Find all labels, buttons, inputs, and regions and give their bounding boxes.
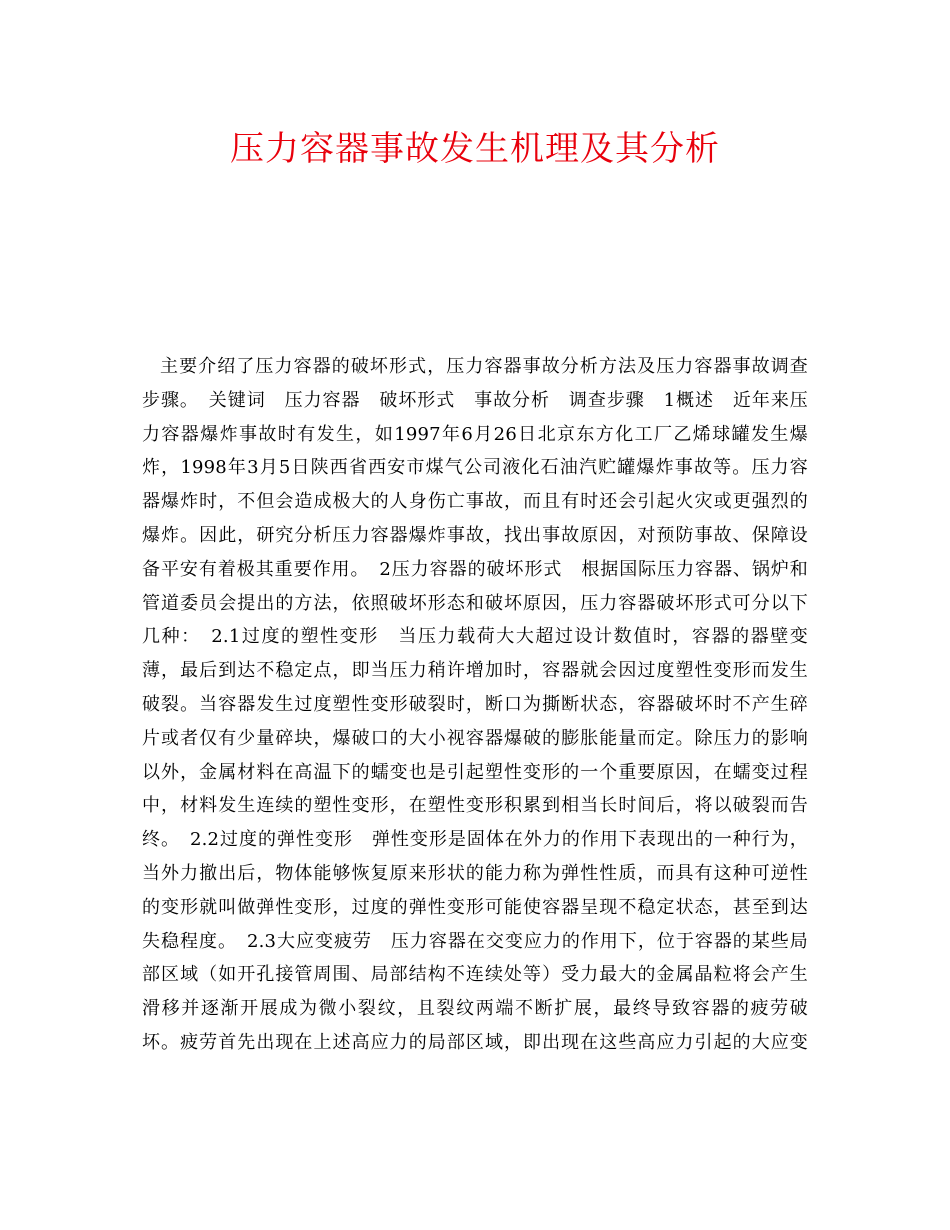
- body-line: 爆炸。因此，研究分析压力容器爆炸事故，找出事故原因，对预防事故、保障设: [142, 524, 808, 546]
- body-line: 管道委员会提出的方法，依照破坏形态和破坏原因，压力容器破坏形式可分以下: [142, 592, 808, 614]
- body-line: 主要介绍了压力容器的破坏形式，压力容器事故分析方法及压力容器事故调查: [160, 356, 808, 377]
- body-line: 部区域（如开孔接管周围、局部结构不连续处等）受力最大的金属晶粒将会产生: [142, 964, 808, 986]
- body-line: 滑移并逐渐开展成为微小裂纹，且裂纹两端不断扩展，最终导致容器的疲劳破: [142, 998, 808, 1020]
- body-line: 炸，1998年3月5日陕西省西安市煤气公司液化石油汽贮罐爆炸事故等。压力容: [142, 457, 808, 479]
- body-line: 备平安有着极其重要作用。 2压力容器的破坏形式 根据国际压力容器、锅炉和: [142, 558, 808, 580]
- body-line: 当外力撤出后，物体能够恢复原来形状的能力称为弹性性质，而具有这种可逆性: [142, 862, 808, 884]
- body-line: 中，材料发生连续的塑性变形，在塑性变形积累到相当长时间后，将以破裂而告: [142, 795, 808, 817]
- body-line: 终。 2.2过度的弹性变形 弹性变形是固体在外力的作用下表现出的一种行为，: [142, 829, 808, 851]
- body-line: 几种： 2.1过度的塑性变形 当压力载荷大大超过设计数值时，容器的器壁变: [142, 626, 808, 648]
- body-line: 片或者仅有少量碎块，爆破口的大小视容器爆破的膨胀能量而定。除压力的影响: [142, 727, 808, 749]
- body-line: 的变形就叫做弹性变形，过度的弹性变形可能使容器呈现不稳定状态，甚至到达: [142, 896, 808, 918]
- body-line: 失稳程度。 2.3大应变疲劳 压力容器在交变应力的作用下，位于容器的某些局: [142, 930, 808, 952]
- body-line: 破裂。当容器发生过度塑性变形破裂时，断口为撕断状态，容器破坏时不产生碎: [142, 693, 808, 715]
- document-body: [142, 350, 808, 1060]
- body-line: 以外，金属材料在高温下的蠕变也是引起塑性变形的一个重要原因，在蠕变过程: [142, 761, 808, 783]
- body-line: 力容器爆炸事故时有发生，如1997年6月26日北京东方化工厂乙烯球罐发生爆: [142, 423, 808, 445]
- body-line: 步骤。 关键词 压力容器 破坏形式 事故分析 调查步骤 1概述 近年来压: [142, 389, 808, 411]
- body-line: 坏。疲劳首先出现在上述高应力的局部区域，即出现在这些高应力引起的大应变: [142, 1031, 808, 1053]
- document-title: 压力容器事故发生机理及其分析: [230, 129, 720, 169]
- body-line: 器爆炸时，不但会造成极大的人身伤亡事故，而且有时还会引起火灾或更强烈的: [142, 491, 808, 513]
- body-line: 薄，最后到达不稳定点，即当压力稍许增加时，容器就会因过度塑性变形而发生: [142, 660, 808, 682]
